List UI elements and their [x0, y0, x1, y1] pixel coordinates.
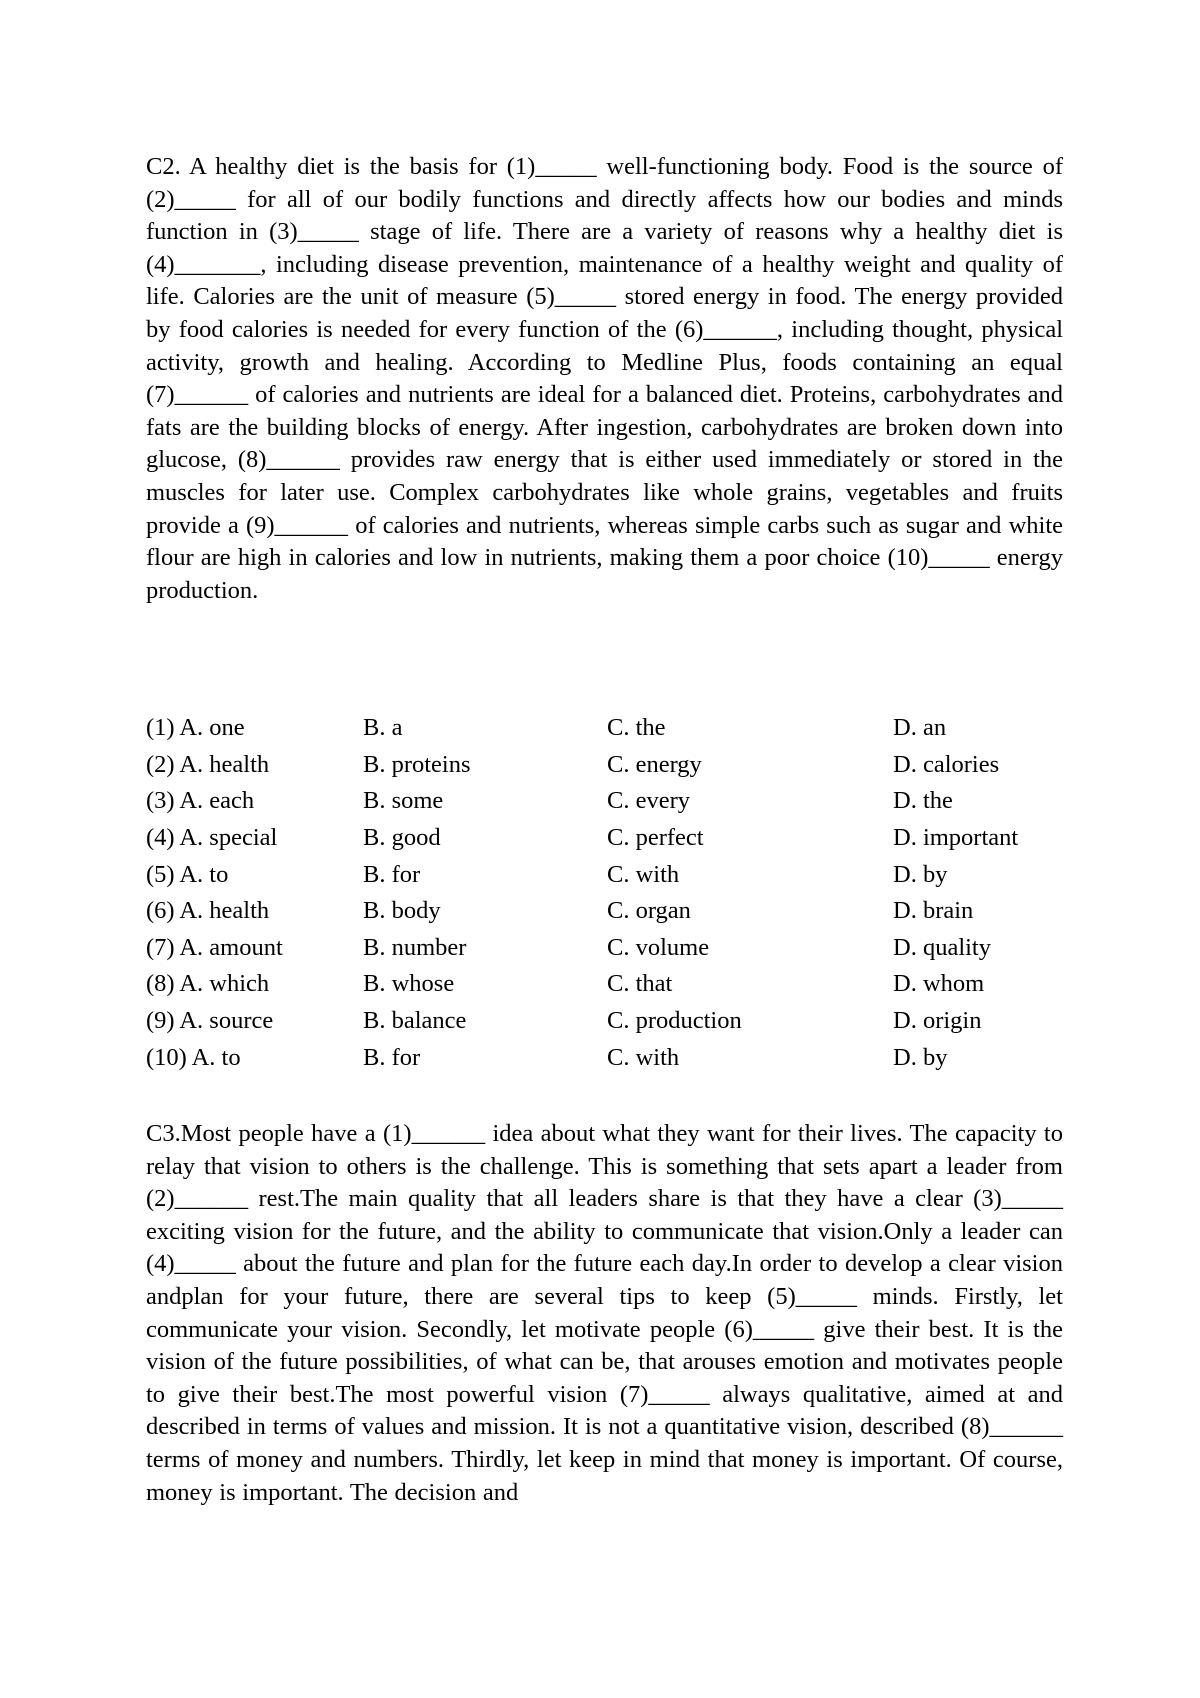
option-c: C. production	[607, 1007, 742, 1035]
option-c: C. with	[607, 1043, 680, 1071]
option-d: D. by	[893, 860, 948, 888]
question-row	[146, 893, 1063, 930]
option-b: B. for	[363, 860, 421, 888]
c2-passage: C2. A healthy diet is the basis for (1)_____ well-functioning body. Food is the source of (2)_____ for all of our bodily functions and directly affects how our bodies and minds function in (3)_____ stage of life. There are a variety of reasons why a healthy diet is (4)_______, including disease prevention, maintenance of a healthy weight and quality of life. Calories are the unit of measure (5)_____ stored energy in food. The energy provided by food calories is needed for every function of the (6)______, including thought, physical activity, growth and healing. According to Medline Plus, foods containing an equal (7)______ of calories and nutrients are ideal for a balanced diet. Proteins, carbohydrates and fats are the building blocks of energy. After ingestion, carbohydrates are broken down into glucose, (8)______ provides raw energy that is either used immediately or stored in the muscles for later use. Complex carbohydrates like whole grains, vegetables and fruits provide a (9)______ of calories and nutrients, whereas simple carbs such as sugar and white flour are high in calories and low in nutrients, making them a poor choice (10)_____ energy production.	[146, 153, 1063, 604]
option-d: D. calories	[893, 750, 1000, 778]
question-row	[146, 1039, 1063, 1076]
option-b: B. body	[363, 897, 441, 925]
option-d: D. the	[893, 787, 953, 815]
option-d: D. whom	[893, 970, 985, 998]
option-b: B. whose	[363, 970, 455, 998]
option-b: B. proteins	[363, 750, 471, 778]
option-b: B. some	[363, 787, 444, 815]
option-c: C. volume	[607, 933, 710, 961]
option-a: (10) A. to	[146, 1043, 241, 1071]
option-d: D. quality	[893, 933, 991, 961]
option-d: D. an	[893, 714, 947, 742]
option-a: (7) A. amount	[146, 933, 283, 961]
option-d: D. origin	[893, 1007, 982, 1035]
option-c: C. energy	[607, 750, 702, 778]
option-c: C. that	[607, 970, 673, 998]
option-b: B. balance	[363, 1007, 467, 1035]
question-row	[146, 930, 1063, 967]
option-d: D. by	[893, 1043, 948, 1071]
option-a: (1) A. one	[146, 714, 245, 742]
option-a: (9) A. source	[146, 1007, 274, 1035]
option-c: C. the	[607, 714, 666, 742]
option-c: C. with	[607, 860, 680, 888]
question-row	[146, 710, 1063, 747]
option-b: B. for	[363, 1043, 421, 1071]
option-a: (3) A. each	[146, 787, 255, 815]
option-b: B. number	[363, 933, 467, 961]
option-d: D. important	[893, 824, 1019, 852]
question-row	[146, 966, 1063, 1003]
question-row	[146, 783, 1063, 820]
option-a: (2) A. health	[146, 750, 270, 778]
option-a: (6) A. health	[146, 897, 270, 925]
question-row	[146, 747, 1063, 784]
option-c: C. perfect	[607, 824, 704, 852]
question-row	[146, 820, 1063, 857]
option-b: B. good	[363, 824, 441, 852]
option-d: D. brain	[893, 897, 974, 925]
question-row	[146, 856, 1063, 893]
option-a: (4) A. special	[146, 824, 278, 852]
c2-options-table	[146, 710, 1063, 1076]
option-a: (5) A. to	[146, 860, 229, 888]
option-b: B. a	[363, 714, 403, 742]
option-a: (8) A. which	[146, 970, 270, 998]
option-c: C. organ	[607, 897, 691, 925]
c3-passage: C3.Most people have a (1)______ idea about what they want for their lives. The capacity to relay that vision to others is the challenge. This is something that sets apart a leader from (2)______ rest.The main quality that all leaders share is that they have a clear (3)_____ exciting vision for the future, and the ability to communicate that vision.Only a leader can (4)_____ about the future and plan for the future each day.In order to develop a clear vision andplan for your future, there are several tips to keep (5)_____ minds. Firstly, let communicate your vision. Secondly, let motivate people (6)_____ give their best. It is the vision of the future possibilities, of what can be, that arouses emotion and motivates people to give their best.The most powerful vision (7)_____ always qualitative, aimed at and described in terms of values and mission. It is not a quantitative vision, described (8)______ terms of money and numbers. Thirdly, let keep in mind that money is important. Of course, money is important. The decision and	[146, 1120, 1063, 1506]
option-c: C. every	[607, 787, 690, 815]
question-row	[146, 1003, 1063, 1040]
